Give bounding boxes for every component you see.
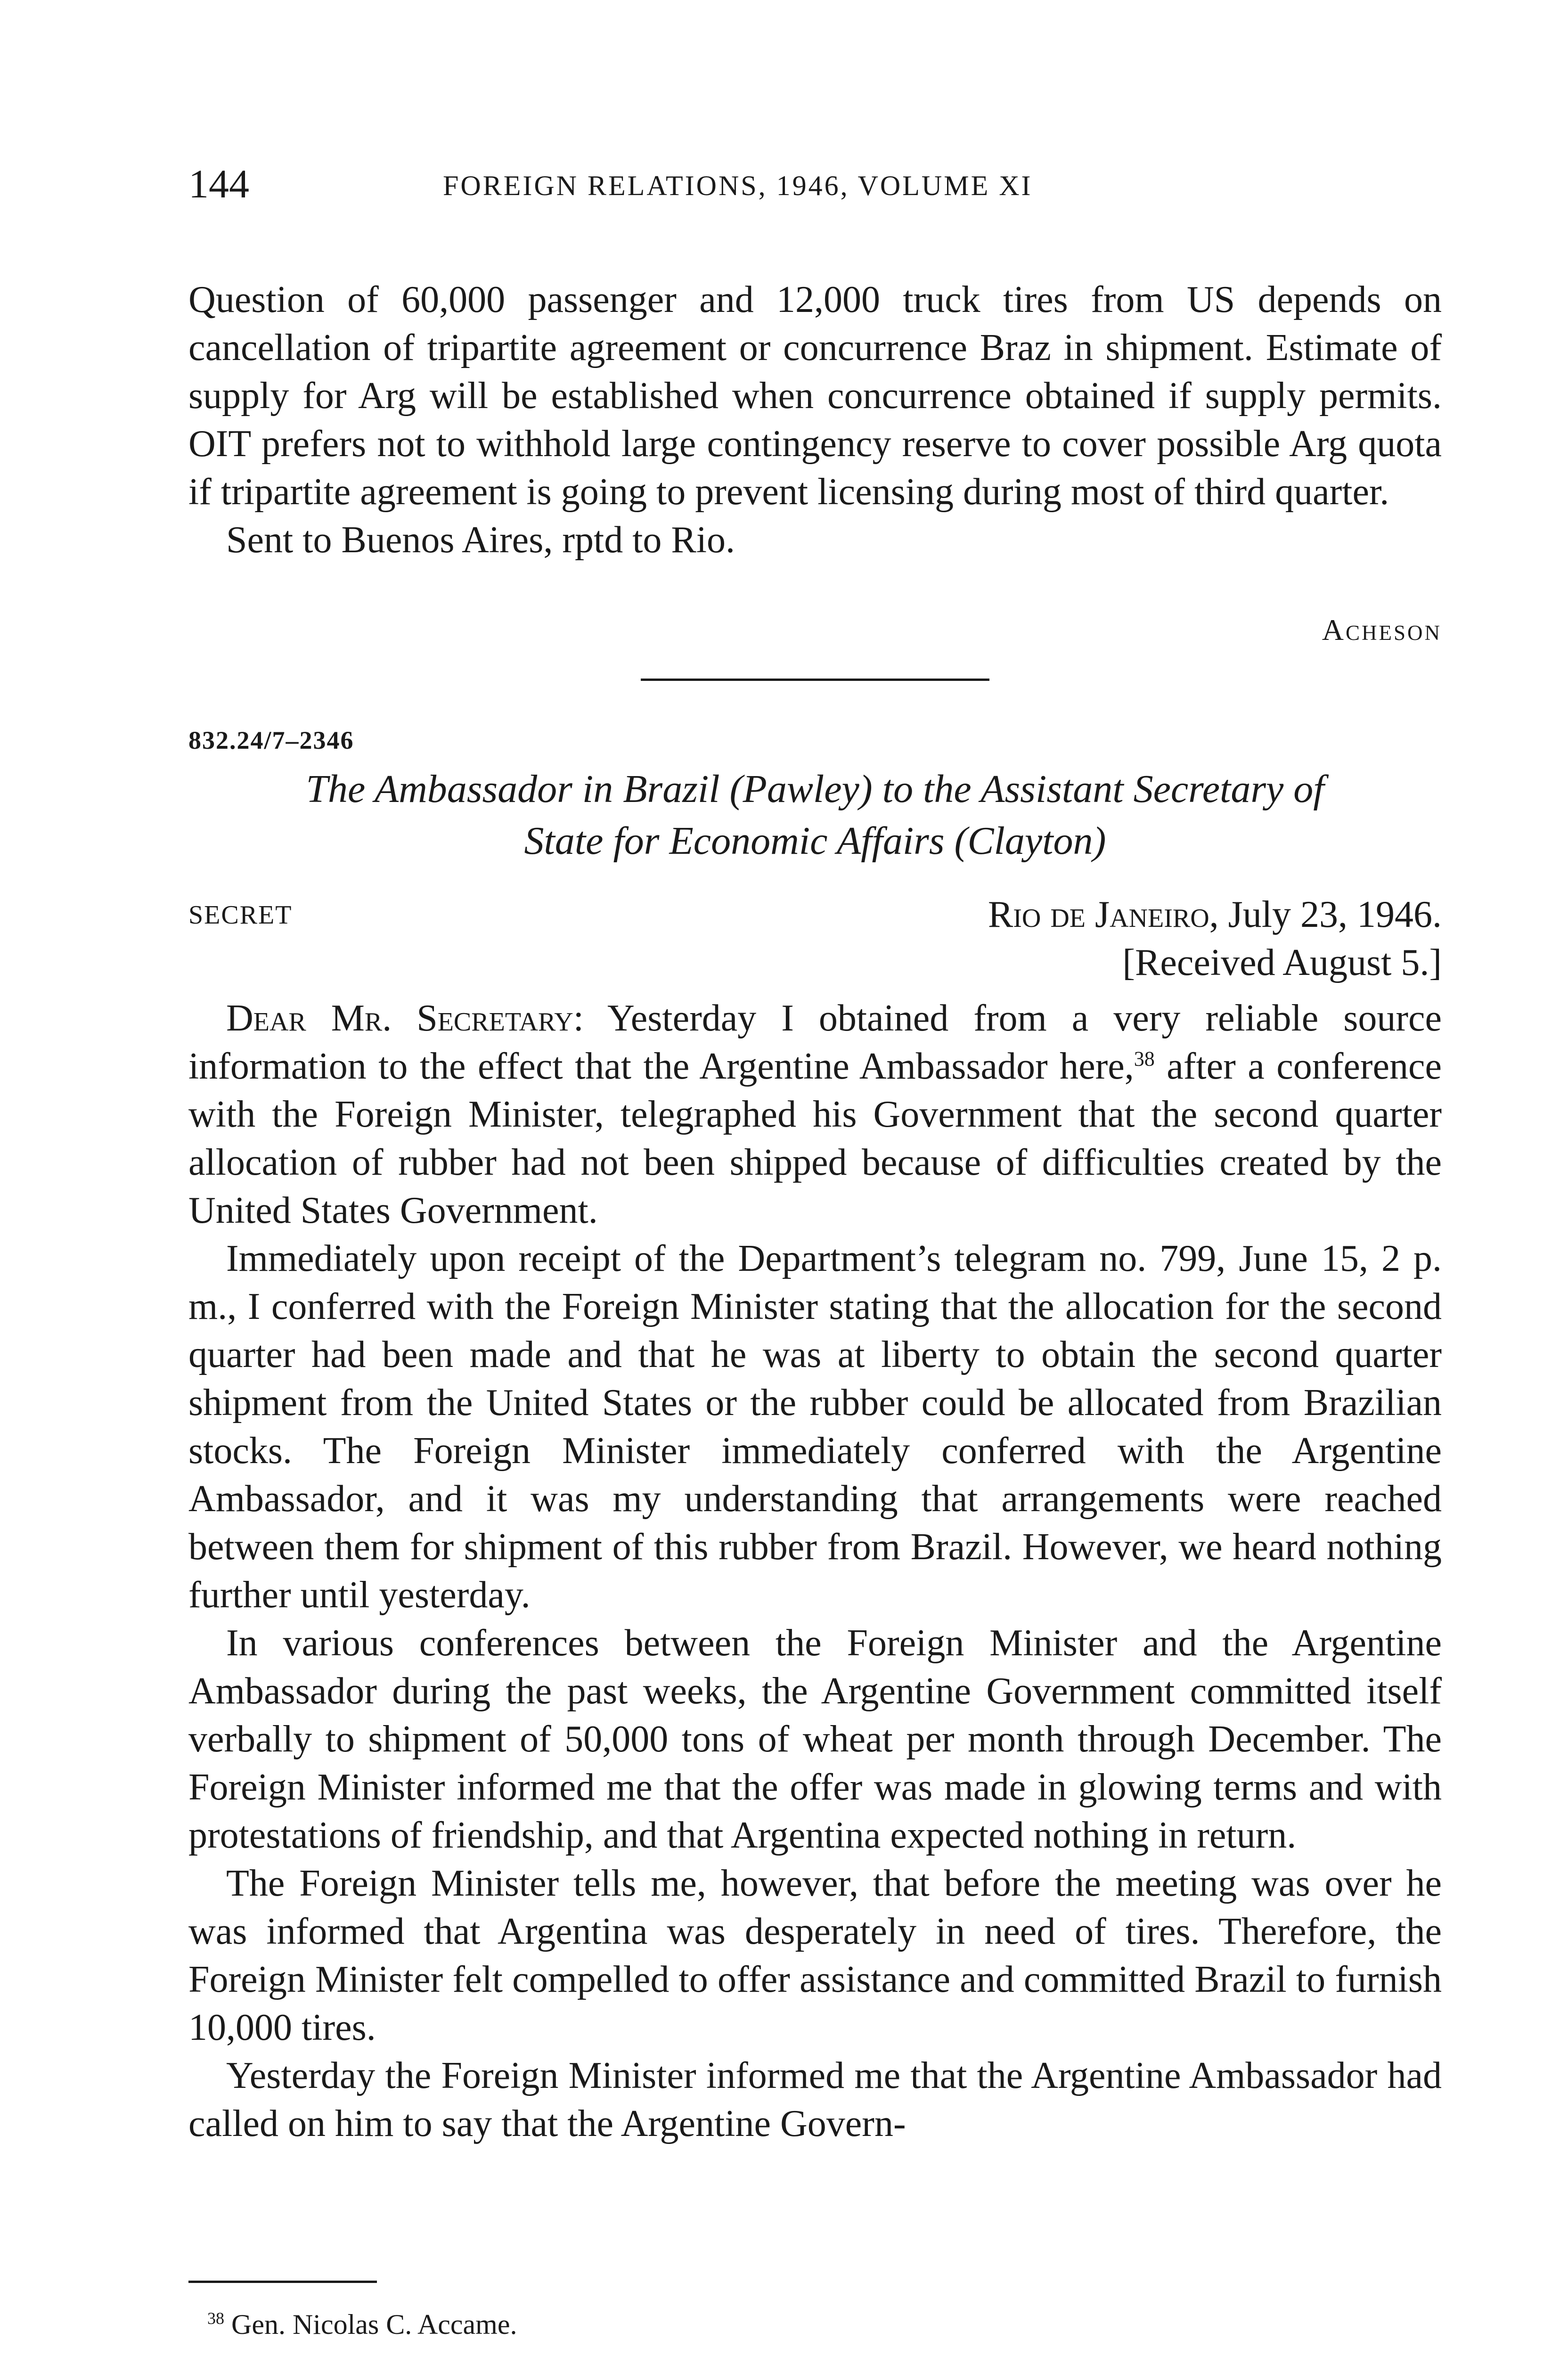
footnote-reference: 38 [1134,1047,1155,1071]
letter-body [188,994,1442,2148]
document-title-line-2: State for Economic Affairs (Clayton) [524,819,1106,863]
dateline-date: July 23, 1946. [1228,894,1442,935]
letter-paragraph-5: Yesterday the Foreign Minister informed me that the Argentine Ambassador had called on him to say that the Argentine Govern- [188,2055,1442,2144]
footnote [207,2299,517,2343]
footnote-number: 38 [207,2309,224,2328]
letter-paragraph-1 [188,994,1442,1235]
footnote-divider [188,2281,377,2283]
file-number: 832.24/7–2346 [188,726,354,754]
previous-document-body [188,276,1442,564]
received-date: [Received August 5.] [1122,942,1442,983]
section-divider [641,679,989,681]
letter-paragraph-1-text-b: after a conference with the Foreign Minister, telegraphed his Government that the second quarter allocation of rubber had not been shipped because of difficulties created by the United States Government. [188,1046,1442,1231]
footnote-text: Gen. Nicolas C. Accame. [231,2309,517,2340]
previous-closing-line: Sent to Buenos Aires, rptd to Rio. [226,519,735,561]
classification-label: SECRET [188,900,293,930]
document-title [188,763,1442,867]
letter-paragraph-2: Immediately upon receipt of the Department’s telegram no. 799, June 15, 2 p. m., I conferred with the Foreign Minister stating that the allocation for the second quarter had been made and that he was at liberty to obtain the second quarter shipment from the United States or the rubber could be allocated from Brazilian stocks. The Foreign Minister immediately conferred with the Argentine Ambassador, and it was my understanding that arrangements were reached between them for shipment of this rubber from Brazil. However, we heard nothing further until yesterday. [188,1238,1442,1616]
dateline-place: Rio de Janeiro, [988,894,1219,935]
document-page [188,0,1442,2356]
letter-paragraph-4: The Foreign Minister tells me, however, that before the meeting was over he was informed that Argentina was desperately in need of tires. Therefore, the Foreign Minister felt compelled to offer assistance and committed Brazil to furnish 10,000 tires. [188,1863,1442,2048]
document-title-line-1: The Ambassador in Brazil (Pawley) to the Assistant Secretary of [306,767,1324,811]
running-head [188,160,1442,212]
page-number: 144 [188,161,249,206]
previous-paragraph: Question of 60,000 passenger and 12,000 truck tires from US depends on cancellation of tripartite agreement or concurrence Braz in shipment. Estimate of supply for Arg will be established when concurrence obtained if supply permits. OIT prefers not to withhold large contingency reserve to cover possible Arg quota if tripartite agreement is going to prevent licensing during most of third quarter. [188,279,1442,513]
letter-paragraph-1-text-a: Yesterday I obtained from a very reliable source information to the effect that the Argentine Ambassador here, [188,998,1442,1087]
running-title: FOREIGN RELATIONS, 1946, VOLUME XI [443,170,1033,201]
dateline [988,891,1442,987]
signature: Acheson [1322,613,1442,646]
letter-paragraph-3: In various conferences between the Foreign Minister and the Argentine Ambassador during the past weeks, the Argentine Government committed itself verbally to shipment of 50,000 tons of wheat per month through December. The Foreign Minister informed me that the offer was made in glowing terms and with protestations of friendship, and that Argentina expected nothing in return. [188,1622,1442,1856]
salutation: Dear Mr. Secretary: [226,998,584,1039]
